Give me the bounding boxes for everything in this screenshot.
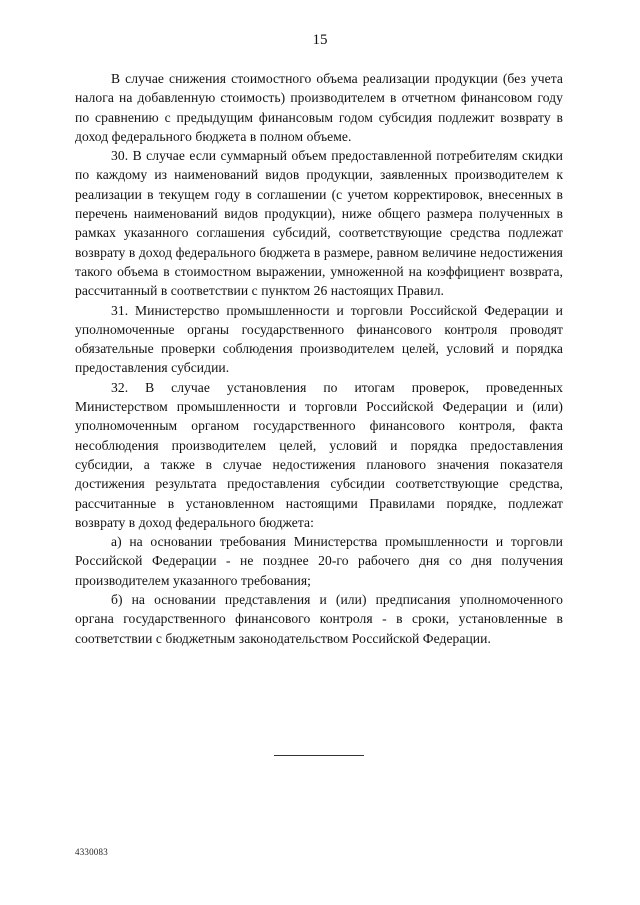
end-divider-line (274, 755, 364, 756)
paragraph-31-inspections: 31. Министерство промышленности и торговли Российской Федерации и уполномоченные органы государственного финансового контроля проводят обязательные проверки соблюдения производителем целей, условий и порядка предоставления субсидии. (75, 302, 563, 376)
paragraph-30-discount-volume: 30. В случае если суммарный объем предоставленной потребителям скидки по каждому из наименований видов продукции, заявленных производителем к реализации в текущем году в соглашении (с учетом корректировок, внесенных в перечень наименований видов продукции), ниже общего размера полученных в рамках указанного соглашения субсидий, соответствующие средства подлежат возврату в доход федерального бюджета в размере, равном величине недостижения такого объема в стоимостном выражении, умноженной на коэффициент возврата, рассчитанный в соответствии с пунктом 26 настоящих Правил. (75, 148, 563, 299)
paragraph-32-item-a: а) на основании требования Министерства промышленности и торговли Российской Федерации - не позднее 20-го рабочего дня со дня получения производителем указанного требования; (75, 534, 563, 588)
paragraph-32-violations: 32. В случае установления по итогам проверок, проведенных Министерством промышленности и торговли Российской Федерации и (или) уполномоченным органом государственного финансового контроля, факта несоблюдения производителем целей, условий и порядка предоставления субсидии, а также в случае недостижения планового значения показателя достижения результата предоставления субсидии соответствующие средства, рассчитанные в установленном настоящими Правилами порядке, подлежат возврату в доход федерального бюджета: (75, 379, 563, 530)
document-body (75, 69, 563, 648)
page-number: 15 (312, 32, 328, 48)
paragraph-32-item-b: б) на основании представления и (или) предписания уполномоченного органа государственного финансового контроля - в сроки, установленные в соответствии с бюджетным законодательством Российской Федерации. (75, 592, 563, 646)
paragraph-sales-volume-decrease: В случае снижения стоимостного объема реализации продукции (без учета налога на добавленную стоимость) производителем в отчетном финансовом году по сравнению с предыдущим финансовым годом субсидия подлежит возврату в доход федерального бюджета в полном объеме. (75, 71, 563, 144)
document-code: 4330083 (75, 847, 108, 857)
